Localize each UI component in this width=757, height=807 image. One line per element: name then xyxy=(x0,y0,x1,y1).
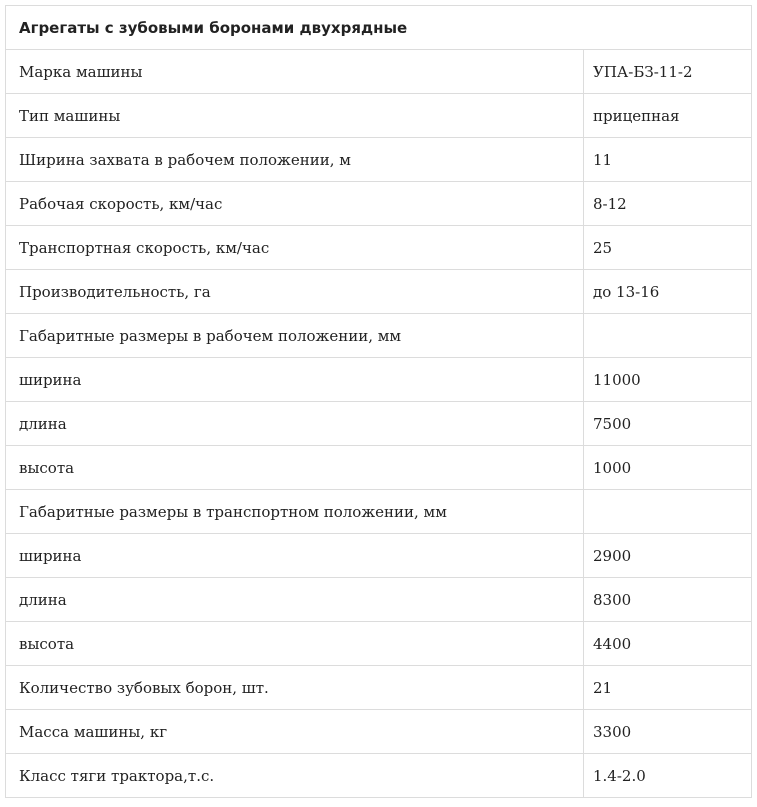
row-label: Ширина захвата в рабочем положении, м xyxy=(6,138,584,182)
row-value: 2900 xyxy=(584,534,752,578)
row-label: ширина xyxy=(6,358,584,402)
row-value: до 13-16 xyxy=(584,270,752,314)
table-row xyxy=(6,754,752,798)
table-row xyxy=(6,358,752,402)
row-value: прицепная xyxy=(584,94,752,138)
row-value xyxy=(584,314,752,358)
spec-table-body xyxy=(6,6,752,798)
row-value xyxy=(584,490,752,534)
row-value: 8300 xyxy=(584,578,752,622)
table-row xyxy=(6,534,752,578)
row-label: длина xyxy=(6,402,584,446)
row-label: высота xyxy=(6,622,584,666)
table-row xyxy=(6,314,752,358)
row-value: 4400 xyxy=(584,622,752,666)
row-label: Количество зубовых борон, шт. xyxy=(6,666,584,710)
row-label: Транспортная скорость, км/час xyxy=(6,226,584,270)
row-label: ширина xyxy=(6,534,584,578)
table-row xyxy=(6,138,752,182)
row-label: Марка машины xyxy=(6,50,584,94)
spec-table xyxy=(5,5,752,798)
table-row xyxy=(6,622,752,666)
row-value: 11000 xyxy=(584,358,752,402)
row-label: Класс тяги трактора,т.с. xyxy=(6,754,584,798)
table-row xyxy=(6,270,752,314)
table-title: Агрегаты с зубовыми боронами двухрядные xyxy=(6,6,752,50)
row-label: длина xyxy=(6,578,584,622)
table-row xyxy=(6,666,752,710)
row-value: 11 xyxy=(584,138,752,182)
row-label: Производительность, га xyxy=(6,270,584,314)
table-row xyxy=(6,50,752,94)
row-value: 3300 xyxy=(584,710,752,754)
row-value: 25 xyxy=(584,226,752,270)
row-value: УПА-БЗ-11-2 xyxy=(584,50,752,94)
table-row xyxy=(6,446,752,490)
table-row xyxy=(6,578,752,622)
table-row xyxy=(6,710,752,754)
table-title-row xyxy=(6,6,752,50)
table-row xyxy=(6,94,752,138)
row-label: высота xyxy=(6,446,584,490)
row-label: Масса машины, кг xyxy=(6,710,584,754)
row-label: Габаритные размеры в рабочем положении, мм xyxy=(6,314,584,358)
row-value: 21 xyxy=(584,666,752,710)
row-value: 1000 xyxy=(584,446,752,490)
table-row xyxy=(6,182,752,226)
row-label: Тип машины xyxy=(6,94,584,138)
table-row xyxy=(6,490,752,534)
row-label: Рабочая скорость, км/час xyxy=(6,182,584,226)
table-row xyxy=(6,226,752,270)
row-value: 7500 xyxy=(584,402,752,446)
row-value: 1.4-2.0 xyxy=(584,754,752,798)
row-label: Габаритные размеры в транспортном положении, мм xyxy=(6,490,584,534)
table-row xyxy=(6,402,752,446)
row-value: 8-12 xyxy=(584,182,752,226)
